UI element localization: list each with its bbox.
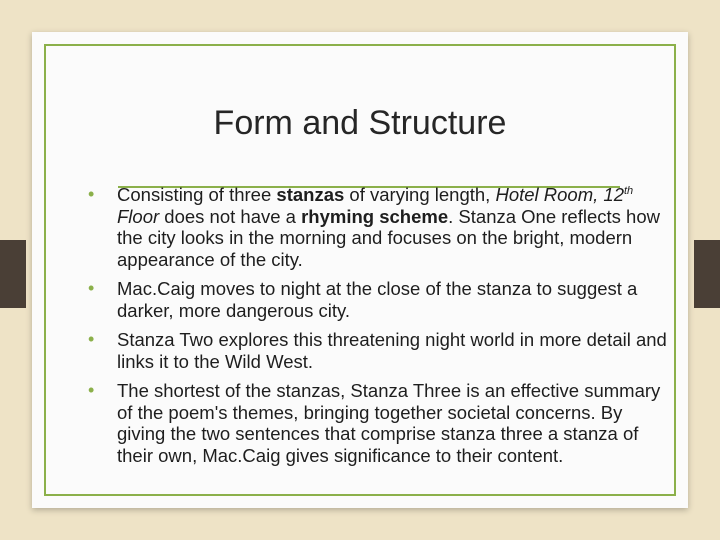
- bullet-dot-icon: •: [88, 329, 95, 349]
- bullet-item: [88, 329, 668, 372]
- slide-title: Form and Structure: [213, 104, 507, 142]
- bullet-dot-icon: •: [88, 380, 95, 400]
- italic-text: Hotel Room, 12: [495, 184, 624, 205]
- bullet-item: [88, 278, 668, 321]
- text-run: of varying length,: [344, 184, 496, 205]
- right-decorative-tab: [694, 240, 720, 308]
- bullet-dot-icon: •: [88, 278, 95, 298]
- text-run: Consisting of three: [117, 184, 277, 205]
- bold-term: rhyming scheme: [301, 205, 449, 227]
- text-run: Stanza Two explores this threatening night world in more detail and links it to the Wild West.: [117, 329, 667, 372]
- italic-text: Floor: [117, 205, 160, 227]
- slide-card: [32, 32, 688, 508]
- bullet-list: [88, 184, 668, 474]
- bullet-item: [88, 184, 668, 270]
- text-run: Mac.Caig moves to night at the close of the stanza to suggest a darker, more dangerous city.: [117, 278, 638, 321]
- bullet-dot-icon: •: [88, 184, 95, 204]
- bullet-item: [88, 380, 668, 466]
- bold-term: stanzas: [276, 184, 345, 205]
- text-run: does not have a: [159, 205, 302, 227]
- text-run: The shortest of the stanzas, Stanza Three is an effective summary of the poem's themes, bringing together societal concerns. By giving the two sentences that comprise stanza three a stanza of their own, Mac.Caig gives significance to their content.: [117, 380, 661, 466]
- left-decorative-tab: [0, 240, 26, 308]
- italic-text: th: [624, 184, 634, 197]
- text-run: . Stanza One reflects how the city looks in the morning and focuses on the bright, modern appearance of the city.: [117, 205, 660, 270]
